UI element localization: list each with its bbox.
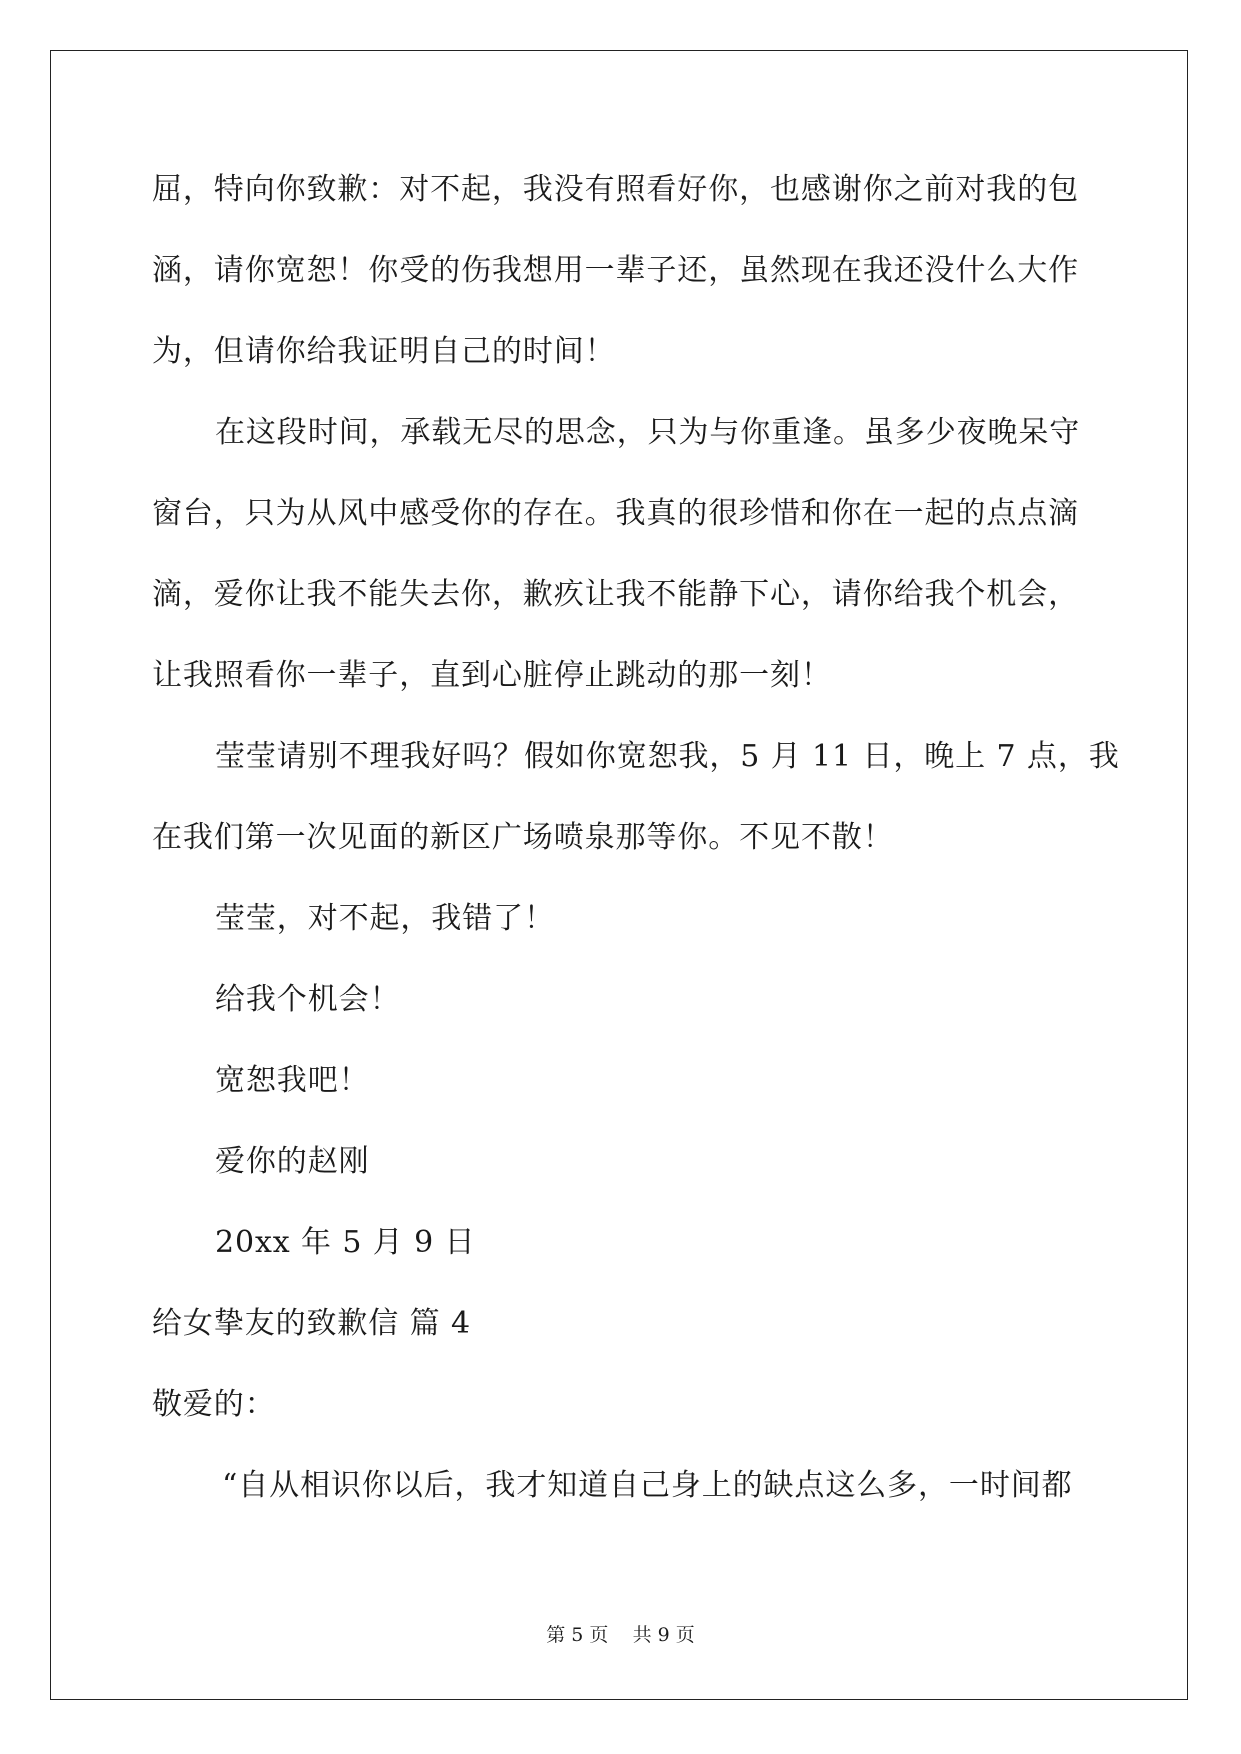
salutation: 敬爱的： (152, 1387, 276, 1422)
text-line: 在我们第一次见面的新区广场喷泉那等你。不见不散！ (152, 820, 894, 855)
text-line: 涵，请你宽恕！你受的伤我想用一辈子还，虽然现在我还没什么大作 (152, 253, 1079, 288)
section-heading: 给女挚友的致歉信 篇 4 (152, 1306, 471, 1341)
text-line: 为，但请你给我证明自己的时间！ (152, 334, 616, 369)
page-border (50, 50, 1188, 1700)
text-line: 让我照看你一辈子，直到心脏停止跳动的那一刻！ (152, 658, 832, 693)
text-line: 屈，特向你致歉：对不起，我没有照看好你，也感谢你之前对我的包 (152, 172, 1079, 207)
text-line: 给我个机会！ (215, 982, 401, 1017)
text-line: 莹莹请别不理我好吗？假如你宽恕我，5 月 11 日，晚上 7 点，我 (215, 739, 1120, 774)
text-line: “自从相识你以后，我才知道自己身上的缺点这么多，一时间都 (222, 1468, 1073, 1503)
text-line: 莹莹，对不起，我错了！ (215, 901, 555, 936)
text-line: 窗台，只为从风中感受你的存在。我真的很珍惜和你在一起的点点滴 (152, 496, 1079, 531)
text-line: 在这段时间，承载无尽的思念，只为与你重逢。虽多少夜晚呆守 (215, 415, 1081, 450)
date: 20xx 年 5 月 9 日 (215, 1225, 476, 1260)
text-line: 宽恕我吧！ (215, 1063, 370, 1098)
signature: 爱你的赵刚 (215, 1144, 370, 1179)
text-line: 滴，爱你让我不能失去你，歉疚让我不能静下心，请你给我个机会， (152, 577, 1079, 612)
page-number-footer: 第 5 页 共 9 页 (546, 1624, 695, 1646)
